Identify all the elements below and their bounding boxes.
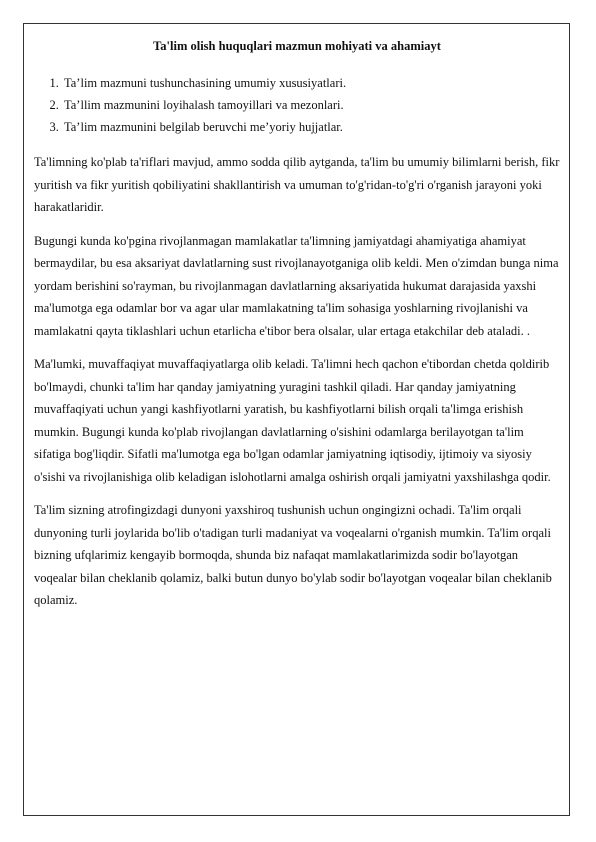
outline-item: 3. Ta’lim mazmunini belgilab beruvchi me’yoriy hujjatlar. <box>62 116 560 138</box>
paragraph-developing-countries: Bugungi kunda ko'pgina rivojlanmagan mamlakatlar ta'limning jamiyatdagi ahamiyatiga ahamiyat bermaydilar, bu esa aksariyat davlatlarning sust rivojlanayotganiga olib keldi. Men o'zimdan bunga nima yordam berishini so'rayman, bu rivojlanmagan davlatlarning aksariyatida hukumat darajasida yaxshi ma'lumotga ega odamlar bor va agar ular mamlakatning ta'lim sohasiga yoshlarning rivojlanishi va mamlakatni qayta tiklashlari uchun etarlicha e'tibor bera olsalar, ular ertaga etakchilar deb ataladi. . <box>34 233 559 338</box>
paragraph-definition: Ta'limning ko'plab ta'riflari mavjud, ammo sodda qilib aytganda, ta'lim bu umumiy bilimlarni berish, fikr yuritish va fikr yuritish qobiliyatini shakllantirish va umuman to'g'ridan-to'g'ri o'rganish jarayoni yoki harakatlaridir. <box>34 155 560 214</box>
outline-item: 2. Ta’llim mazmunini loyihalash tamoyillari va mezonlari. <box>62 94 560 116</box>
document-title: Ta'lim olish huquqlari mazmun mohiyati va ahamiayt <box>153 39 441 53</box>
paragraph-worldview: Ta'lim sizning atrofingizdagi dunyoni yaxshiroq tushunish uchun ongingizni ochadi. Ta'lim orqali dunyoning turli joylarida bo'lib o'tadigan turli madaniyat va voqealarni o'rganish mumkin. Ta'lim orqali bizning ufqlarimiz kengayib bormoqda, shunda biz nafaqat mamlakatlarimizda sodir bo'layotgan voqealar bilan cheklanib qolamiz, balki butun dunyo bo'ylab sodir bo'layotgan voqealar bilan cheklanib qolamiz. <box>34 503 552 607</box>
document-body <box>34 38 560 623</box>
topic-outline-list <box>34 72 560 138</box>
paragraph-success: Ma'lumki, muvaffaqiyat muvaffaqiyatlarga olib keladi. Ta'limni hech qachon e'tibordan chetda qoldirib bo'lmaydi, chunki ta'lim har qanday jamiyatning yuragini tashkil qiladi. Har qanday jamiyatning muvaffaqiyati uchun yangi kashfiyotlarni yaratish, bu kashfiyotlarni bilish orqali ta'limga erishish mumkin. Bugungi kunda ko'plab rivojlangan davlatlarning o'sishini odamlarga berilayotgan ta'lim sifatiga bog'liqdir. Sifatli ma'lumotga ega bo'lgan odamlar jamiyatning iqtisodiy, ijtimoiy va siyosiy o'sishi va rivojlanishiga olib keladigan islohotlarni amalga oshirish orqali jamiyatni yaxshilashga qodir. <box>34 357 551 484</box>
outline-item: 1. Ta’lim mazmuni tushunchasining umumiy xususiyatlari. <box>62 72 560 94</box>
